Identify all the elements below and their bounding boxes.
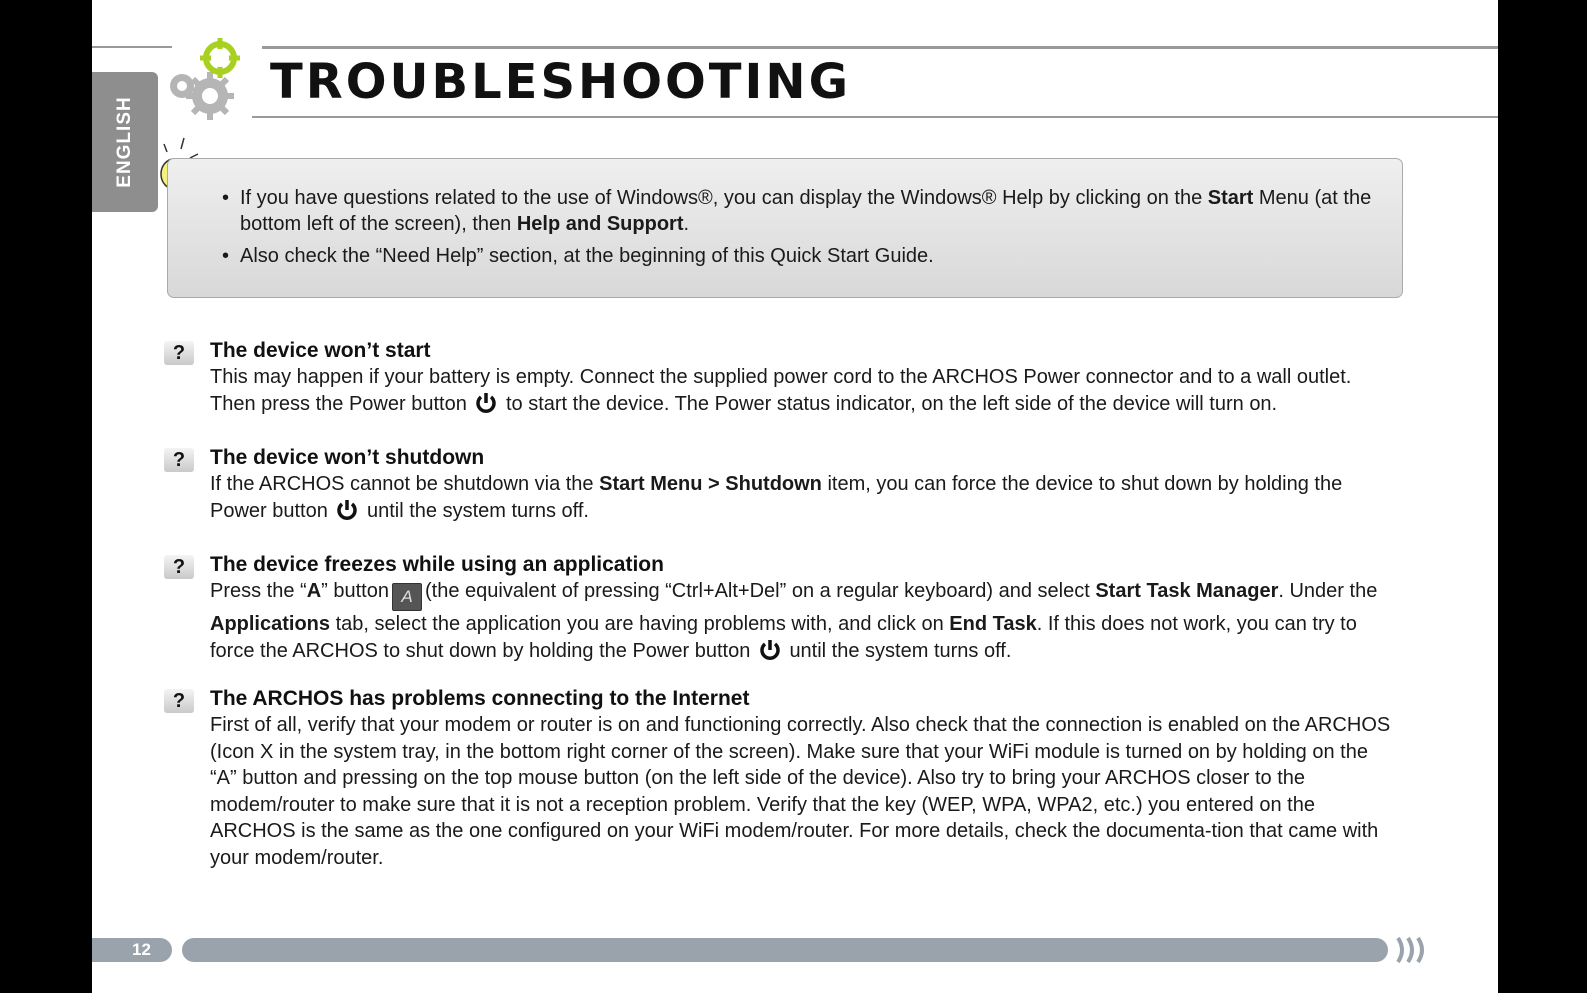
tip-text: . (683, 213, 690, 235)
section-body (210, 364, 1400, 417)
header-rule-top (262, 46, 1498, 49)
question-icon: ? (164, 448, 194, 472)
section-title: The ARCHOS has problems connecting to the Internet (210, 687, 750, 710)
page (92, 0, 1498, 993)
footer-bar (182, 938, 1388, 962)
body-text: until the system turns off. (366, 499, 589, 522)
section-body: First of all, verify that your modem or router is on and functioning correctly. Also check that the connection is enabled on the ARCHOS (Icon X in the system tray, in the bottom right corner of the screen). Make sure that your WiFi module is turned on by holding on the “A” button and pressing on the top mouse button (on the left side of the device). Also try to bring your ARCHOS closer to the modem/router to make sure that it is not a reception problem. Verify that the key (WEP, WPA, WPA2, etc.) you entered on the ARCHOS is the same as the one configured on your WiFi modem/router. For more details, check the documenta-tion that came with your modem/router. (210, 714, 1391, 869)
tip-item (240, 243, 1382, 269)
tip-text: If you have questions related to the use of Windows®, you can display the Windows® Help by clicking on the (240, 187, 1208, 209)
chevron-right-icon (1392, 934, 1432, 966)
page-number-tab (92, 938, 172, 962)
section-body (210, 578, 1400, 664)
header-rule-left (92, 46, 172, 48)
tip-item (240, 185, 1382, 237)
question-icon: ? (164, 689, 194, 713)
power-icon (474, 391, 498, 415)
a-button-icon: A (392, 583, 422, 611)
question-icon: ? (164, 341, 194, 365)
body-text: item, you can force the device to shut down by holding the Power button (210, 473, 1343, 522)
section-body (210, 471, 1400, 524)
body-text: to start the device. The Power status indicator, on the left side of the device will turn on. (505, 392, 1278, 415)
section-title: The device won’t shutdown (210, 446, 485, 469)
body-bold: Start Menu > Shutdown (599, 473, 822, 495)
body-text: This may happen if your battery is empty. Connect the supplied power cord to the ARCHOS Power connector and to a wall outlet. Then press the Power button (210, 366, 1352, 415)
body-text: until the system turns off. (789, 639, 1012, 662)
header-rule-bottom (252, 116, 1498, 118)
tip-text: Menu (at the bottom left of the screen), then (240, 187, 1372, 235)
body-bold: Applications (210, 613, 331, 635)
page-title: TROUBLESHOOTING (270, 54, 851, 110)
body-text: tab, select the application you are having problems with, and click on (330, 613, 950, 635)
section-title: The device freezes while using an application (210, 553, 664, 576)
tips-box (167, 158, 1403, 298)
body-text: . If this does not work, you can try to force the ARCHOS to shut down by holding the Power button (210, 613, 1357, 662)
body-bold: A (306, 580, 322, 602)
page-number: 12 (132, 940, 151, 959)
body-bold: Start Task Manager (1095, 580, 1279, 602)
gears-icon (162, 36, 254, 126)
body-text: ” button (321, 580, 389, 602)
question-icon: ? (164, 555, 194, 579)
tip-bold: Help and Support (516, 213, 684, 235)
body-text: (the equivalent of pressing “Ctrl+Alt+Del” on a regular keyboard) and select (424, 580, 1096, 602)
power-icon (758, 638, 782, 662)
body-text: If the ARCHOS cannot be shutdown via the (210, 473, 600, 495)
language-label: ENGLISH (114, 96, 135, 188)
section-title: The device won’t start (210, 339, 431, 362)
power-icon (335, 498, 359, 522)
language-tab (92, 72, 158, 212)
tip-text: Also check the “Need Help” section, at the beginning of this Quick Start Guide. (240, 245, 934, 267)
body-text: Press the “ (210, 580, 307, 602)
body-text: . Under the (1278, 580, 1378, 602)
body-bold: End Task (949, 613, 1037, 635)
tip-bold: Start (1207, 187, 1254, 209)
